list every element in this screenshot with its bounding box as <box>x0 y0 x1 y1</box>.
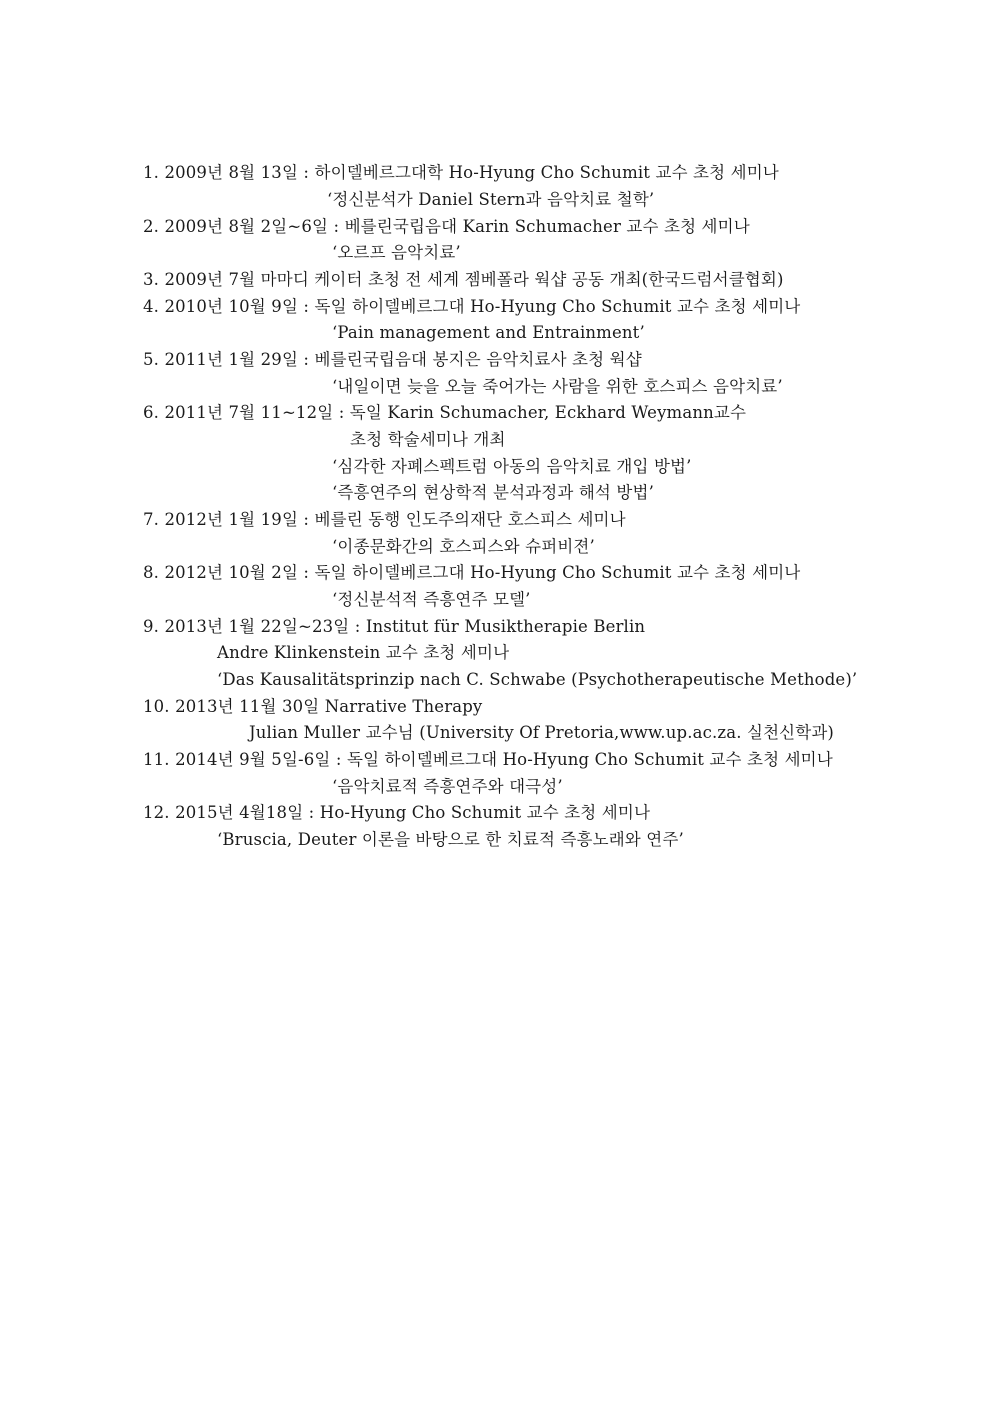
seminar-11-title: 11. 2014년 9월 5일-6일 : 독일 하이델베르그대 Ho-Hyung Cho Schumit 교수 초청 세미나 <box>143 750 833 769</box>
seminar-7-topic: ‘이종문화간의 호스피스와 슈퍼비젼’ <box>332 537 595 556</box>
seminar-11-topic: ‘음악치료적 즉흥연주와 대극성’ <box>332 777 563 796</box>
seminar-12-topic: ‘Bruscia, Deuter 이론을 바탕으로 한 치료적 즉흥노래와 연주’ <box>217 830 684 849</box>
seminar-10-title: 10. 2013년 11월 30일 Narrative Therapy <box>143 697 483 716</box>
seminar-7-title: 7. 2012년 1월 19일 : 베를린 동행 인도주의재단 호스피스 세미나 <box>143 510 626 529</box>
seminar-10-lecturer: Julian Muller 교수님 (University Of Pretoria,www.up.ac.za. 실천신학과) <box>249 723 835 742</box>
seminar-2-topic: ‘오르프 음악치료’ <box>332 243 461 262</box>
seminar-6-title: 6. 2011년 7월 11~12일 : 독일 Karin Schumacher, Eckhard Weymann교수 <box>143 403 747 422</box>
seminar-4-title: 4. 2010년 10월 9일 : 독일 하이델베르그대 Ho-Hyung Cho Schumit 교수 초청 세미나 <box>143 297 801 316</box>
seminar-2-title: 2. 2009년 8월 2일~6일 : 베를린국립음대 Karin Schumacher 교수 초청 세미나 <box>143 217 750 236</box>
seminar-3-title: 3. 2009년 7월 마마디 케이터 초청 전 세계 젬베폴라 웍샵 공동 개최(한국드럼서클협회) <box>143 270 784 289</box>
seminar-1-title: 1. 2009년 8월 13일 : 하이델베르그대학 Ho-Hyung Cho Schumit 교수 초청 세미나 <box>143 163 779 182</box>
seminar-9-topic: ‘Das Kausalitätsprinzip nach C. Schwabe (Psychotherapeutische Methode)’ <box>217 670 858 689</box>
seminar-8-title: 8. 2012년 10월 2일 : 독일 하이델베르그대 Ho-Hyung Cho Schumit 교수 초청 세미나 <box>143 563 801 582</box>
seminar-6-subtitle: 초청 학술세미나 개최 <box>350 430 506 449</box>
seminar-8-topic: ‘정신분석적 즉흥연주 모델’ <box>332 590 531 609</box>
seminar-6-topic-1: ‘심각한 자폐스펙트럼 아동의 음악치료 개입 방법’ <box>332 457 692 476</box>
seminar-1-topic: ‘정신분석가 Daniel Stern과 음악치료 철학’ <box>327 190 655 209</box>
seminar-6-topic-2: ‘즉흥연주의 현상학적 분석과정과 해석 방법’ <box>332 483 654 502</box>
seminar-9-title: 9. 2013년 1월 22일~23일 : Institut für Musiktherapie Berlin <box>143 617 646 636</box>
seminar-4-topic: ‘Pain management and Entrainment’ <box>332 323 645 342</box>
seminar-9-lecturer: Andre Klinkenstein 교수 초청 세미나 <box>217 643 510 662</box>
seminar-12-title: 12. 2015년 4월18일 : Ho-Hyung Cho Schumit 교수 초청 세미나 <box>143 803 651 822</box>
seminar-5-title: 5. 2011년 1월 29일 : 베를린국립음대 봉지은 음악치료사 초청 웍샵 <box>143 350 642 369</box>
seminar-5-topic: ‘내일이면 늦을 오늘 죽어가는 사람을 위한 호스피스 음악치료’ <box>332 377 783 396</box>
